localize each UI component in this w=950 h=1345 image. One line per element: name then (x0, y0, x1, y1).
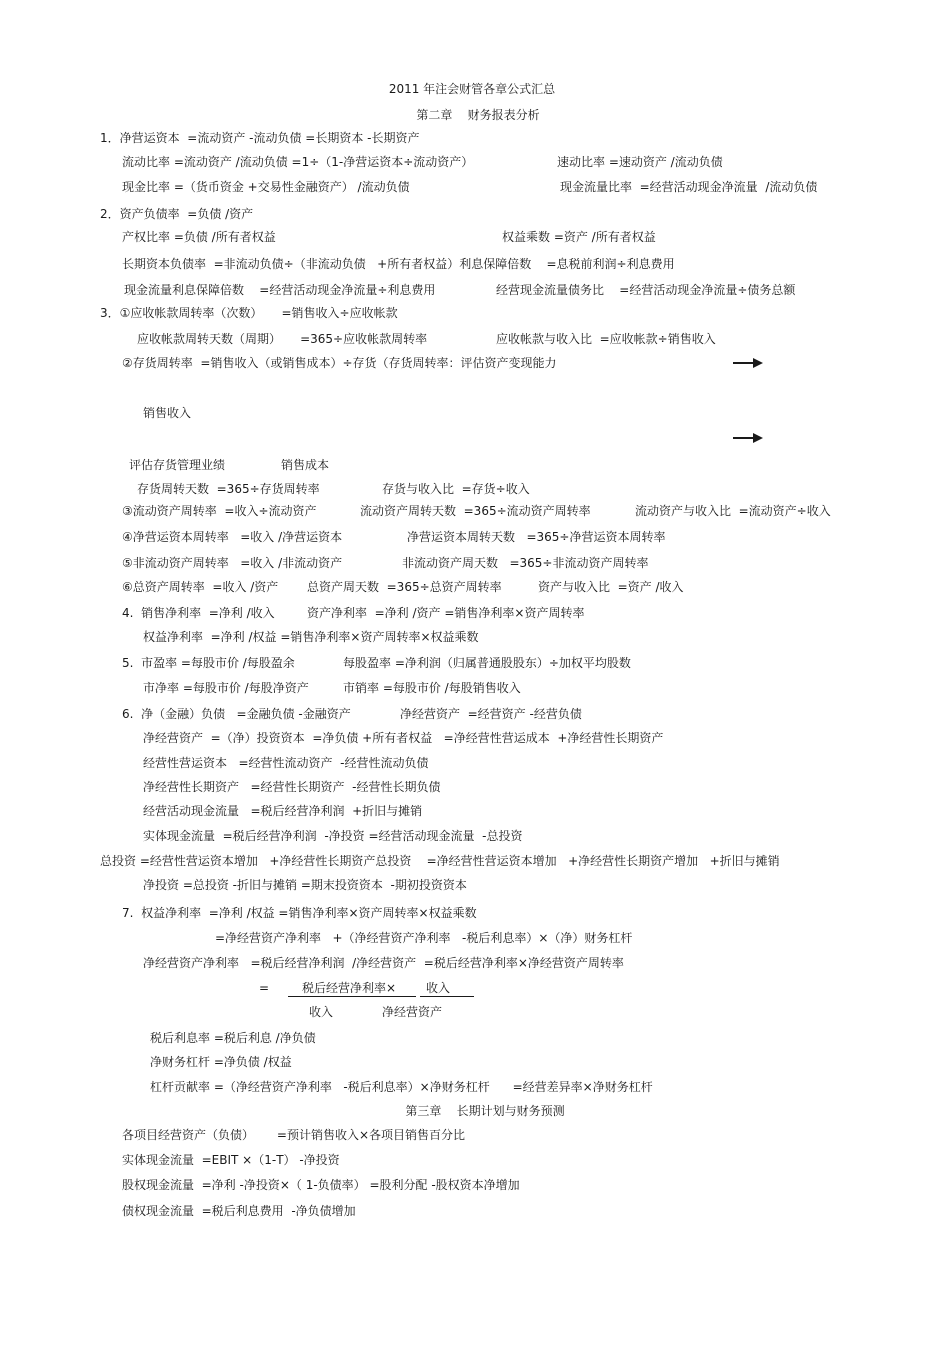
formula-line: ④净营运资本周转率 =收入 /净营运资本 (122, 530, 343, 544)
formula-line: 现金比率 =（货币资金 +交易性金融资产） /流动负债 (122, 180, 410, 194)
formula-line: 非流动资产周天数 =365÷非流动资产周转率 (402, 556, 649, 570)
formula-line: 流动资产周转天数 =365÷流动资产周转率 (360, 504, 591, 518)
formula-line: 流动资产与收入比 =流动资产÷收入 (635, 504, 831, 518)
chapter-heading: 第三章 长期计划与财务预测 (405, 1104, 565, 1118)
formula-line: =净经营资产净利率 +（净经营资产净利率 -税后利息率）×（净）财务杠杆 (215, 931, 633, 945)
formula-line: 现金流量利息保障倍数 =经营活动现金净流量÷利息费用 (124, 283, 436, 297)
formula-line: 1．净营运资本 =流动资产 -流动负债 =长期资本 -长期资产 (100, 131, 420, 145)
formula-line: ⑥总资产周转率 =收入 /资产 (122, 580, 279, 594)
chapter-heading: 第二章 财务报表分析 (416, 108, 540, 122)
formula-line: 总投资 =经营性营运资本增加 +净经营性长期资产总投资 =净经营性营运资本增加 +净经营性长期资产增加 +折旧与摊销 (100, 854, 780, 868)
formula-line: 实体现金流量 =税后经营净利润 -净投资 =经营活动现金流量 -总投资 (143, 829, 523, 843)
formula-line: 销售收入 (143, 406, 192, 420)
fraction-denominator: 净经营资产 (382, 1005, 443, 1019)
formula-line: 权益乘数 =资产 /所有者权益 (502, 230, 656, 244)
formula-line: 速动比率 =速动资产 /流动负债 (557, 155, 723, 169)
document-title: 2011 年注会财管各章公式汇总 (388, 82, 556, 96)
formula-line: 评估存货管理业绩 (129, 458, 226, 472)
formula-line: 市销率 =每股市价 /每股销售收入 (343, 681, 521, 695)
formula-line: 5. 市盈率 =每股市价 /每股盈余 (122, 656, 295, 670)
formula-line: 实体现金流量 =EBIT ×（1-T） -净投资 (122, 1153, 340, 1167)
formula-line: 应收帐款周转天数（周期） =365÷应收帐款周转率 (137, 332, 428, 346)
formula-line: 债权现金流量 =税后利息费用 -净负债增加 (122, 1204, 356, 1218)
formula-line: 经营活动现金流量 =税后经营净利润 +折旧与摊销 (143, 804, 423, 818)
formula-line: 总资产周天数 =365÷总资产周转率 (307, 580, 502, 594)
formula-line: 7. 权益净利率 =净利 /权益 =销售净利率×资产周转率×权益乘数 (122, 906, 477, 920)
formula-line: 杠杆贡献率 =（净经营资产净利率 -税后利息率）×净财务杠杆 =经营差异率×净财务杠杆 (150, 1080, 653, 1094)
formula-line: 净财务杠杆 =净负债 /权益 (150, 1055, 292, 1069)
formula-line: 4. 销售净利率 =净利 /收入 (122, 606, 275, 620)
formula-line: 流动比率 =流动资产 /流动负债 =1÷（1-净营运资本÷流动资产） (122, 155, 474, 169)
formula-line: 净经营性长期资产 =经营性长期资产 -经营性长期负债 (143, 780, 441, 794)
formula-line: 存货与收入比 =存货÷收入 (382, 482, 530, 496)
fraction-bar (420, 996, 474, 997)
formula-line: 3．①应收帐款周转率（次数） =销售收入÷应收帐款 (100, 306, 398, 320)
formula-line: 2．资产负债率 =负债 /资产 (100, 207, 254, 221)
formula-line: ②存货周转率 =销售收入（或销售成本）÷存货（存货周转率：评估资产变现能力 (122, 356, 557, 370)
formula-line: 每股盈率 =净利润（归属普通股股东）÷加权平均股数 (343, 656, 631, 670)
formula-line: 资产净利率 =净利 /资产 =销售净利率×资产周转率 (307, 606, 585, 620)
formula-line: 税后利息率 =税后利息 /净负债 (150, 1031, 316, 1045)
formula-line: 长期资本负债率 =非流动负债÷（非流动负债 +所有者权益）利息保障倍数 =息税前利润÷利息费用 (122, 257, 675, 271)
formula-line: 现金流量比率 =经营活动现金净流量 /流动负债 (560, 180, 818, 194)
right-arrow-icon (733, 357, 763, 369)
fraction-bar (288, 996, 416, 997)
formula-line: 净经营资产净利率 =税后经营净利润 /净经营资产 =税后经营净利率×净经营资产周转率 (143, 956, 624, 970)
formula-line: ③流动资产周转率 =收入÷流动资产 (122, 504, 317, 518)
formula-line: 销售成本 (281, 458, 330, 472)
formula-line: 股权现金流量 =净利 -净投资×（ 1-负债率） =股利分配 -股权资本净增加 (122, 1178, 520, 1192)
formula-line: 净经营资产 =经营资产 -经营负债 (400, 707, 582, 721)
formula-line: = (259, 981, 270, 995)
formula-line: 市净率 =每股市价 /每股净资产 (143, 681, 309, 695)
fraction-denominator: 收入 (309, 1005, 334, 1019)
formula-line: ⑤非流动资产周转率 =收入 /非流动资产 (122, 556, 343, 570)
formula-line: 资产与收入比 =资产 /收入 (538, 580, 684, 594)
formula-line: 净营运资本周转天数 =365÷净营运资本周转率 (407, 530, 666, 544)
right-arrow-icon (733, 432, 763, 444)
fraction-numerator: 税后经营净利率× (302, 981, 397, 995)
formula-line: 经营现金流量债务比 =经营活动现金净流量÷债务总额 (496, 283, 796, 297)
formula-line: 净经营资产 =（净）投资资本 =净负债 +所有者权益 =净经营性营运成本 +净经营性长期资产 (143, 731, 664, 745)
formula-line: 产权比率 =负债 /所有者权益 (122, 230, 276, 244)
formula-line: 各项目经营资产（负债） =预计销售收入×各项目销售百分比 (122, 1128, 465, 1142)
formula-line: 净投资 =总投资 -折旧与摊销 =期末投资资本 -期初投资资本 (143, 878, 467, 892)
formula-line: 经营性营运资本 =经营性流动资产 -经营性流动负债 (143, 756, 429, 770)
formula-line: 6. 净（金融）负债 =金融负债 -金融资产 (122, 707, 351, 721)
formula-line: 权益净利率 =净利 /权益 =销售净利率×资产周转率×权益乘数 (143, 630, 479, 644)
formula-line: 存货周转天数 =365÷存货周转率 (137, 482, 320, 496)
fraction-numerator: 收入 (426, 981, 451, 995)
formula-line: 应收帐款与收入比 =应收帐款÷销售收入 (496, 332, 716, 346)
